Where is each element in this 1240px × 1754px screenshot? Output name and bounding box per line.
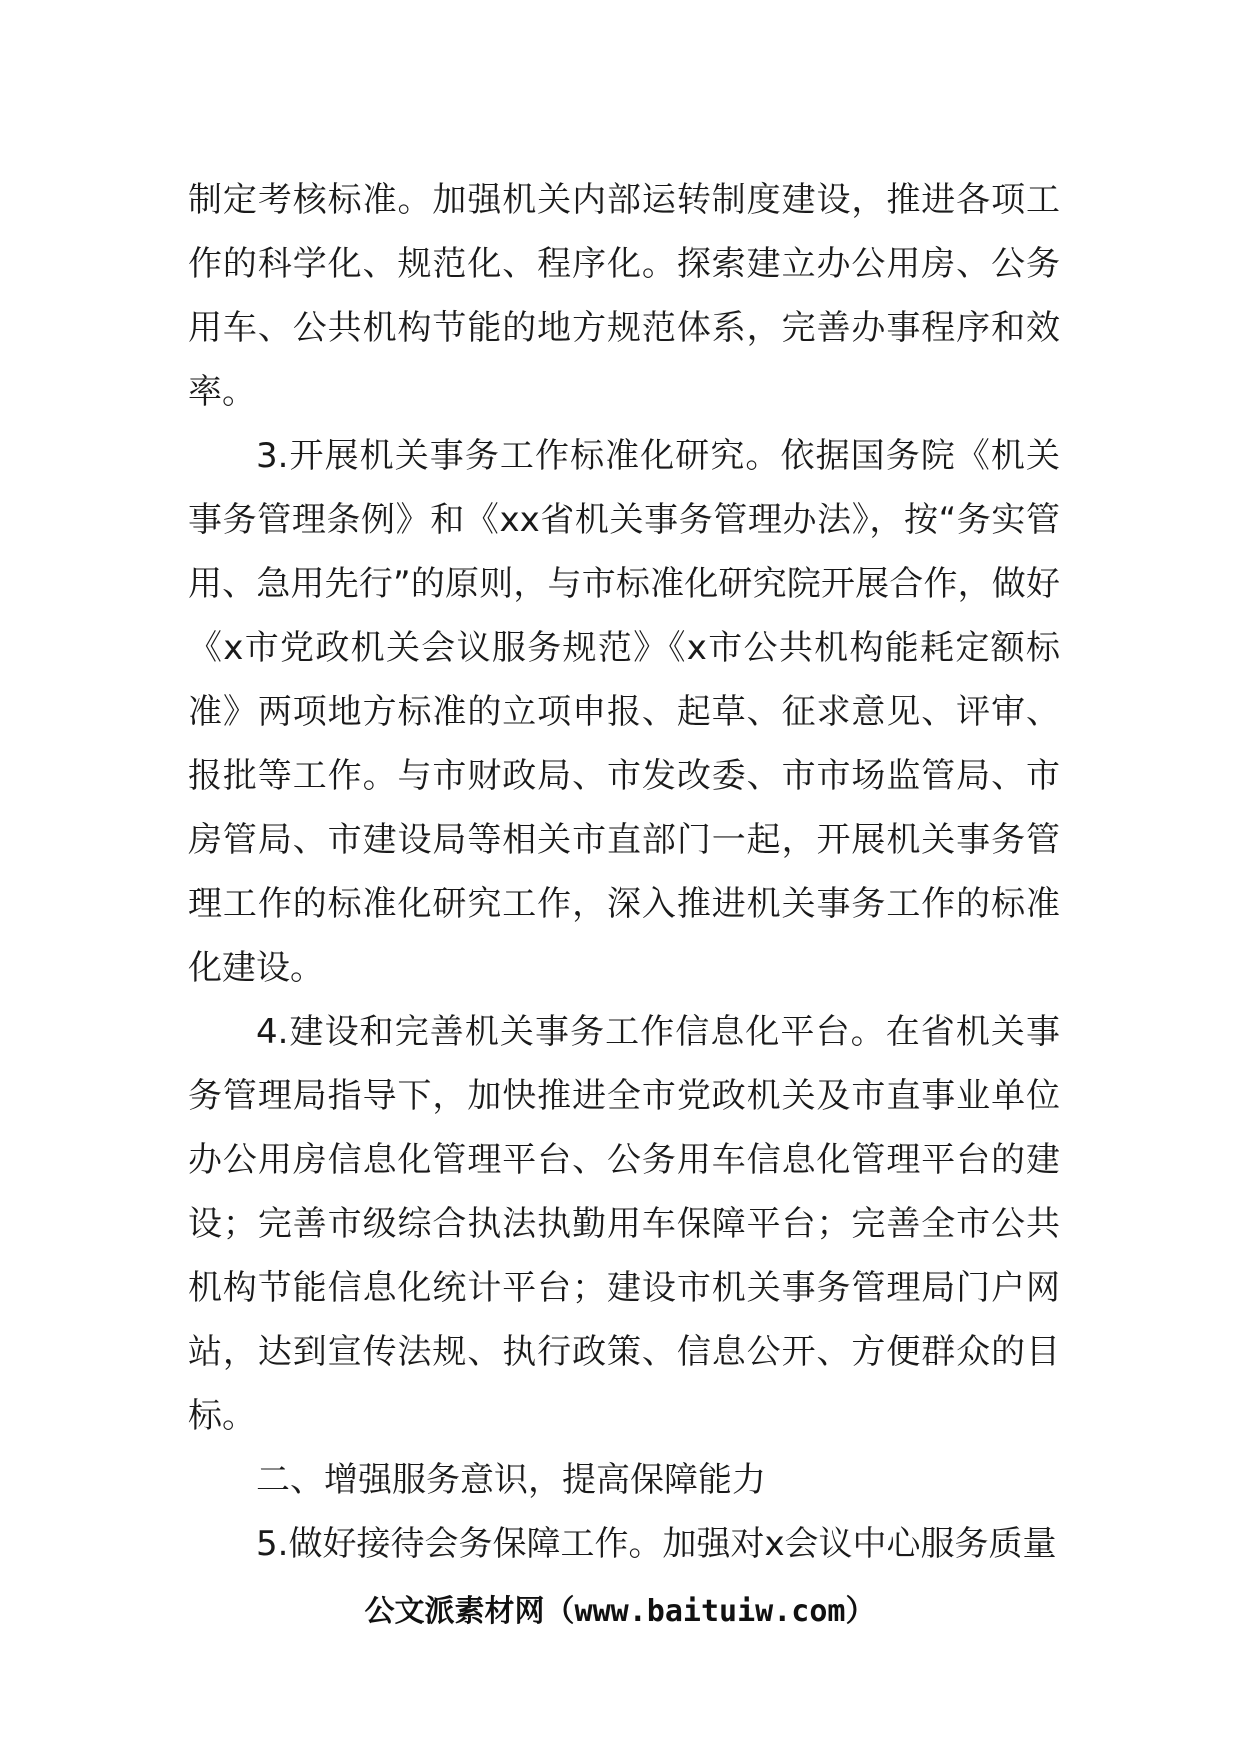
- paragraph-4: 5.做好接待会务保障工作。加强对x会议中心服务质量: [256, 1524, 1057, 1564]
- footer-url: （www.baituiw.com）: [544, 1594, 876, 1629]
- section-heading: 二、增强服务意识，提高保障能力: [256, 1460, 766, 1500]
- document-body: [188, 168, 1060, 1576]
- footer-watermark: [0, 1592, 1240, 1632]
- footer-site-name: 公文派素材网: [364, 1594, 545, 1629]
- paragraph-3: 4.建设和完善机关事务工作信息化平台。在省机关事务管理局指导下，加快推进全市党政机关及市直事业单位办公用房信息化管理平台、公务用车信息化管理平台的建设；完善市级综合执法执勤用车保障平台；完善全市公共机构节能信息化统计平台；建设市机关事务管理局门户网站，达到宣传法规、执行政策、信息公开、方便群众的目标。: [188, 1012, 1060, 1436]
- paragraph-1: 制定考核标准。加强机关内部运转制度建设，推进各项工作的科学化、规范化、程序化。探索建立办公用房、公务用车、公共机构节能的地方规范体系，完善办事程序和效率。: [188, 180, 1060, 412]
- paragraph-2: 3.开展机关事务工作标准化研究。依据国务院《机关事务管理条例》和《xx省机关事务管理办法》，按“务实管用、急用先行”的原则，与市标准化研究院开展合作，做好《x市党政机关会议服务规范》《x市公共机构能耗定额标准》两项地方标准的立项申报、起草、征求意见、评审、报批等工作。与市财政局、市发改委、市市场监管局、市房管局、市建设局等相关市直部门一起，开展机关事务管理工作的标准化研究工作，深入推进机关事务工作的标准化建设。: [188, 436, 1060, 988]
